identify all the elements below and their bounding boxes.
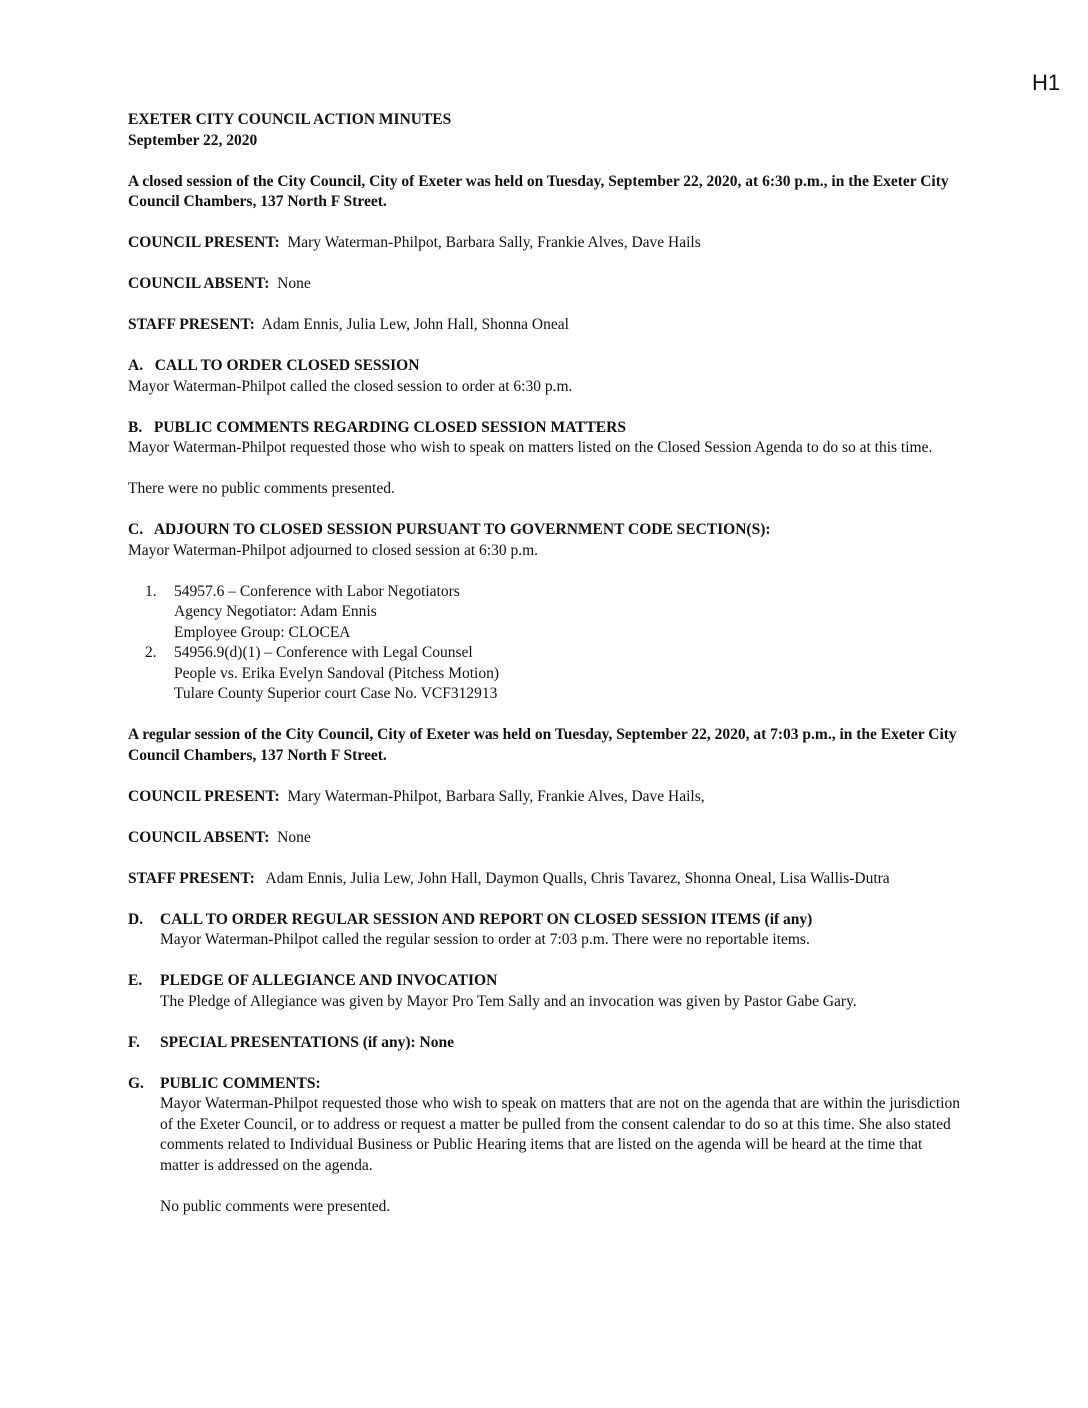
item-line: 54957.6 – Conference with Labor Negotiators (174, 582, 460, 600)
value: Adam Ennis, Julia Lew, John Hall, Daymon Qualls, Chris Tavarez, Shonna Oneal, Lisa Wallis-Dutra (265, 869, 890, 887)
section-title: CALL TO ORDER REGULAR SESSION AND REPORT ON CLOSED SESSION ITEMS (if any) (160, 910, 813, 928)
item-line: Agency Negotiator: Adam Ennis (174, 603, 377, 620)
section-text: Mayor Waterman-Philpot called the regular session to order at 7:03 p.m. There were no reportable items. (160, 931, 810, 948)
section-title: PLEDGE OF ALLEGIANCE AND INVOCATION (160, 972, 498, 989)
page-number: H1 (1032, 70, 1061, 95)
section-d (128, 910, 960, 951)
value: None (277, 828, 311, 846)
regular-council-present (128, 787, 960, 808)
item-line: Employee Group: CLOCEA (174, 623, 351, 641)
section-title: SPECIAL PRESENTATIONS (if any): None (160, 1033, 454, 1051)
label: STAFF PRESENT: (128, 869, 255, 887)
document-date: September 22, 2020 (128, 131, 258, 149)
section-a-title: A. CALL TO ORDER CLOSED SESSION (128, 357, 420, 374)
item-line: Tulare County Superior court Case No. VCF312913 (174, 685, 498, 702)
section-b-title: B. PUBLIC COMMENTS REGARDING CLOSED SESSION MATTERS (128, 418, 626, 436)
list-item (145, 582, 960, 644)
section-letter: D. (128, 910, 144, 928)
section-b-text2: There were no public comments presented. (128, 480, 395, 497)
closed-session-intro: A closed session of the City Council, City of Exeter was held on Tuesday, September 22, 2020, at 6:30 p.m., in the Exeter City Council Chambers, 137 North F Street. (128, 172, 949, 210)
section-a-text: Mayor Waterman-Philpot called the closed session to order at 6:30 p.m. (128, 377, 573, 395)
section-letter: E. (128, 972, 143, 989)
label: COUNCIL PRESENT: (128, 787, 280, 805)
closed-staff-present (128, 315, 960, 336)
item-line: 54956.9(d)(1) – Conference with Legal Counsel (174, 644, 473, 661)
label: COUNCIL PRESENT: (128, 234, 280, 251)
minutes-document (128, 110, 960, 1217)
label: COUNCIL ABSENT: (128, 275, 270, 292)
closed-session-items (145, 582, 960, 705)
label: COUNCIL ABSENT: (128, 828, 270, 846)
section-b-text: Mayor Waterman-Philpot requested those who wish to speak on matters listed on the Closed Session Agenda to do so at this time. (128, 439, 933, 456)
section-title: PUBLIC COMMENTS: (160, 1074, 321, 1092)
section-c-title: C. ADJOURN TO CLOSED SESSION PURSUANT TO GOVERNMENT CODE SECTION(S): (128, 521, 771, 538)
section-text2: No public comments were presented. (160, 1197, 391, 1215)
item-number: 2. (145, 644, 157, 661)
label: STAFF PRESENT: (128, 316, 255, 333)
section-c-text: Mayor Waterman-Philpot adjourned to closed session at 6:30 p.m. (128, 541, 539, 559)
document-title: EXETER CITY COUNCIL ACTION MINUTES (128, 111, 452, 128)
value: Adam Ennis, Julia Lew, John Hall, Shonna Oneal (261, 316, 569, 333)
section-g (128, 1074, 960, 1218)
list-item (145, 643, 960, 705)
regular-staff-present (128, 869, 960, 890)
section-e (128, 971, 960, 1012)
section-letter: G. (128, 1074, 144, 1092)
item-line: People vs. Erika Evelyn Sandoval (Pitchess Motion) (174, 664, 500, 682)
value: Mary Waterman-Philpot, Barbara Sally, Frankie Alves, Dave Hails, (287, 787, 705, 805)
closed-council-present (128, 233, 960, 254)
value: Mary Waterman-Philpot, Barbara Sally, Frankie Alves, Dave Hails (287, 234, 701, 251)
section-text: The Pledge of Allegiance was given by Mayor Pro Tem Sally and an invocation was given by Pastor Gabe Gary. (160, 992, 857, 1010)
section-text: Mayor Waterman-Philpot requested those who wish to speak on matters that are not on the agenda that are within the jurisdiction of the Exeter Council, or to address or request a matter be pulled from the consent calendar to do so at this time. She also stated comments related to Individual Business or Public Hearing items that are listed on the agenda will be heard at the time that matter is addressed on the agenda. (160, 1095, 960, 1174)
regular-session-intro: A regular session of the City Council, City of Exeter was held on Tuesday, September 22, 2020, at 7:03 p.m., in the Exeter City Council Chambers, 137 North F Street. (128, 726, 957, 764)
regular-council-absent (128, 828, 960, 849)
value: None (277, 275, 311, 292)
section-letter: F. (128, 1033, 140, 1051)
section-f (128, 1033, 960, 1054)
closed-council-absent (128, 274, 960, 295)
item-number: 1. (145, 582, 157, 600)
